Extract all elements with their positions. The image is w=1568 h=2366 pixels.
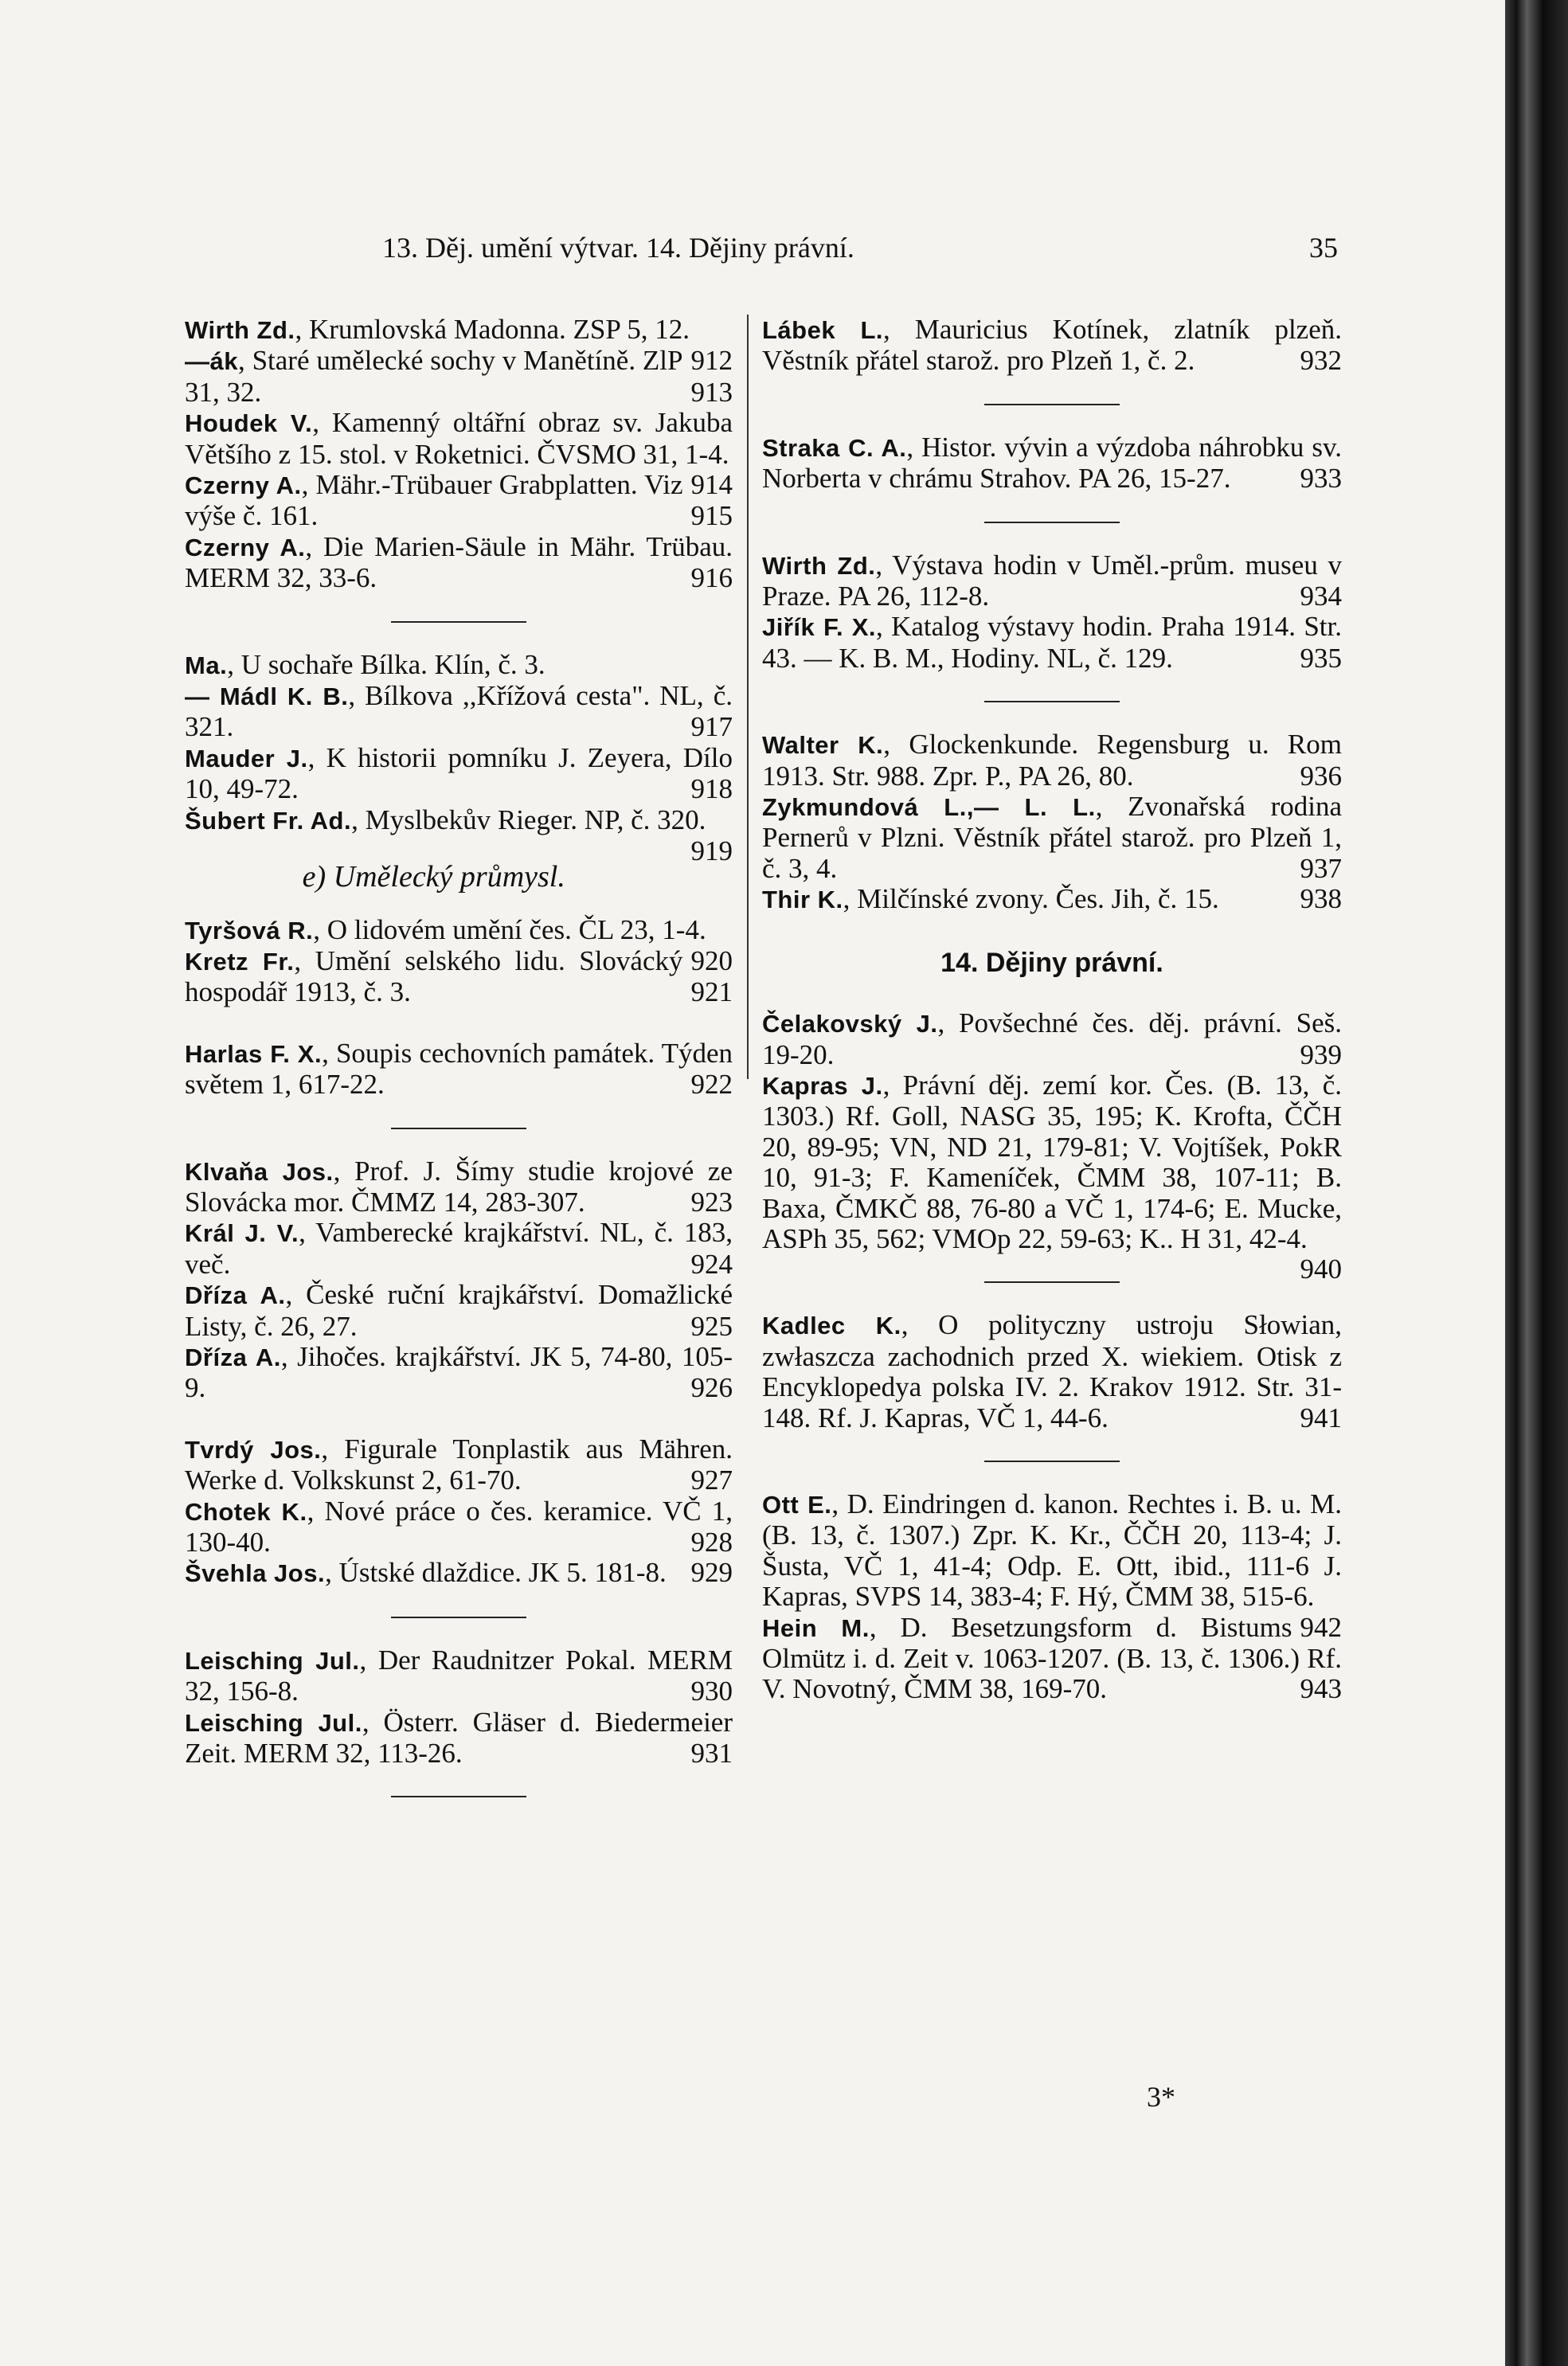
entry-number: 936 [1300, 760, 1342, 792]
entry-text: , D. Eindringen d. kanon. Rechtes i. B. u. M. (B. 13, č. 1307.) Zpr. K. Kr., ČČH 20, 113-4; J. Šusta, VČ 1, 41-4; Odp. E. Ott, ibid., 111-6 J. Kapras, SVPS 14, 383-4; F. Hý, ČMM 38, 515-6. [762, 1488, 1342, 1613]
author-name: Straka C. A. [762, 433, 907, 462]
bibliography-entry [762, 1069, 1342, 1285]
entry-number: 923 [690, 1186, 733, 1218]
separator-rule [984, 701, 1120, 702]
bibliography-entry [762, 729, 1342, 792]
author-name: Kadlec K. [762, 1312, 901, 1340]
entry-number: 931 [690, 1738, 733, 1770]
separator-rule [391, 1796, 526, 1797]
bibliography-entry [185, 1342, 733, 1404]
bibliography-entry [185, 650, 733, 681]
entry-text: , Prof. J. Šímy studie krojové ze Slovácka mor. ČMMZ 14, 283-307. [185, 1155, 733, 1218]
entry-number: 916 [690, 562, 733, 594]
bibliography-entry [185, 1280, 733, 1342]
entry-number: 921 [690, 976, 733, 1008]
bibliography-entry [762, 1310, 1342, 1433]
entry-text: , Österr. Gläser d. Biedermeier Zeit. MERM 32, 113-26. [185, 1706, 733, 1770]
bibliography-entry [185, 681, 733, 743]
entry-number: 940 [1300, 1253, 1342, 1285]
author-name: Wirth Zd. [185, 316, 295, 344]
author-name: —ák [185, 347, 238, 376]
entry-number: 919 [690, 835, 733, 867]
author-name: Lábek L. [762, 316, 884, 344]
left-column [185, 315, 733, 1824]
author-name: Walter K. [762, 731, 884, 760]
entry-text: , Nové práce o čes. keramice. VČ 1, 130-40. [185, 1495, 733, 1558]
entry-text: , D. Besetzungsform d. Bistums Olmütz i. d. Zeit v. 1063-1207. (B. 13, č. 1306.) Rf. V. Novotný, ČMM 38, 169-70. [762, 1611, 1342, 1705]
entry-text: , Výstava hodin v Uměl.-prům. museu v Praze. PA 26, 112-8. [762, 549, 1342, 612]
author-name: Thir K. [762, 886, 843, 914]
subsection-title: e) Umělecký průmysl. [302, 860, 565, 894]
bibliography-entry [185, 804, 733, 867]
entry-text: , Ústské dlaždice. JK 5. 181-8. [325, 1557, 667, 1589]
entry-number: 932 [1300, 345, 1342, 377]
bibliography-entry [762, 1613, 1342, 1705]
entry-text: , Katalog výstavy hodin. Praha 1914. Str. 43. — K. B. M., Hodiny. NL, č. 129. [762, 611, 1342, 674]
entry-text: , Figurale Tonplastik aus Mähren. Werke d. Volkskunst 2, 61-70. [185, 1433, 733, 1496]
author-name: Kretz Fr. [185, 947, 295, 976]
entry-text: , K historii pomníku J. Zeyera, Dílo 10, 49-72. [185, 741, 733, 805]
bibliography-entry [185, 1156, 733, 1218]
entry-number: 929 [690, 1557, 733, 1589]
entry-number: 938 [1300, 883, 1342, 915]
entry-number: 925 [690, 1310, 733, 1342]
author-name: — Mádl K. B. [185, 682, 349, 711]
entry-number: 912 [690, 345, 733, 377]
author-name: Kapras J. [762, 1071, 883, 1100]
column-divider [747, 315, 749, 1079]
entry-text: , Právní děj. zemí kor. Čes. (B. 13, č. 1303.) Rf. Goll, NASG 35, 195; K. Krofta, ČČH 20, 89-95; VN, ND 21, 179-81; V. Vojtíšek, PokR 10, 91-3; F. Kameníček, ČMM 38, 107-11; B. Baxa, ČMKČ 88, 76-80 a VČ 1, 174-6; E. Mucke, ASPh 35, 562; VMOp 22, 59-63; K.. H 31, 42-4. [762, 1069, 1342, 1254]
entry-text: , Glockenkunde. Regensburg u. Rom 1913. Str. 988. Zpr. P., PA 26, 80. [762, 729, 1342, 792]
entry-number: 918 [690, 773, 733, 805]
bibliography-entry [185, 1218, 733, 1280]
separator-rule [391, 1617, 526, 1618]
entry-text: , O lidovém umění čes. ČL 23, 1-4. [313, 913, 706, 945]
entry-number: 917 [690, 711, 733, 743]
bibliography-entry [185, 946, 733, 1008]
author-name: Czerny A. [185, 471, 302, 500]
author-name: Chotek K. [185, 1497, 307, 1526]
right-column [762, 315, 1342, 1705]
entry-number: 924 [690, 1248, 733, 1280]
entry-number: 942 [1300, 1611, 1342, 1643]
entry-number: 927 [690, 1465, 733, 1496]
entry-number: 934 [1300, 581, 1342, 612]
bibliography-entry [185, 532, 733, 594]
author-name: Čelakovský J. [762, 1010, 938, 1038]
entry-text: , Jihočes. krajkářství. JK 5, 74-80, 105-9. [185, 1340, 733, 1404]
page-edge-shadow [1505, 0, 1568, 2366]
entry-text: , Zvonařská rodina Pernerů v Plzni. Věstník přátel starož. pro Plzeň 1, č. 3, 4. [762, 791, 1342, 884]
bibliography-entry [762, 432, 1342, 495]
bibliography-entry [185, 346, 733, 408]
author-name: Klvaňa Jos. [185, 1157, 334, 1186]
separator-rule [391, 1128, 526, 1129]
author-name: Tyršová R. [185, 916, 314, 944]
author-name: Ma. [185, 651, 228, 679]
entry-number: 941 [1300, 1402, 1342, 1433]
spacer [185, 1008, 733, 1038]
author-name: Ott E. [762, 1490, 832, 1519]
entry-number: 930 [690, 1676, 733, 1707]
bibliography-entry [762, 792, 1342, 884]
entry-text: , Kamenný oltářní obraz sv. Jakuba Většího z 15. stol. v Roketnici. ČVSMO 31, 1-4. [185, 407, 733, 470]
author-name: Švehla Jos. [185, 1559, 326, 1588]
author-name: Leisching Jul. [185, 1708, 362, 1737]
author-name: Leisching Jul. [185, 1646, 360, 1675]
entry-text: , U sochaře Bílka. Klín, č. 3. [227, 648, 545, 680]
entry-number: 935 [1300, 642, 1342, 674]
author-name: Czerny A. [185, 533, 306, 561]
entry-number: 914 [690, 469, 733, 501]
entry-text: , O polityczny ustroju Słowian, zwłaszcza zachodnich przed X. wiekiem. Otisk z Encyklopedya polska IV. 2. Krakov 1912. Str. 31-148. Rf. J. Kapras, VČ 1, 44-6. [762, 1309, 1343, 1433]
separator-rule [391, 621, 526, 623]
author-name: Zykmundová L.,— L. L. [762, 793, 1096, 822]
entry-text: , Soupis cechovních památek. Týden světem 1, 617-22. [185, 1037, 733, 1101]
bibliography-entry [185, 1038, 733, 1101]
entry-text: , Povšechné čes. děj. právní. Seš. 19-20. [762, 1007, 1342, 1070]
entry-text: , Milčínské zvony. Čes. Jih, č. 15. [843, 883, 1219, 915]
separator-rule [984, 522, 1120, 523]
entry-number: 943 [1300, 1673, 1342, 1705]
bibliography-entry [185, 1496, 733, 1558]
author-name: Dříza A. [185, 1343, 281, 1371]
author-name: Wirth Zd. [762, 551, 876, 580]
bibliography-entry [762, 315, 1342, 377]
page-number: 35 [1309, 232, 1338, 264]
entry-text: , Die Marien-Säule in Mähr. Trübau. MERM 32, 33-6. [185, 530, 733, 594]
spacer [185, 1404, 733, 1434]
separator-rule [984, 404, 1120, 405]
entry-number: 922 [690, 1069, 733, 1101]
header-title: 13. Děj. umění výtvar. 14. Dějiny právní. [382, 232, 854, 264]
signature-mark: 3* [1147, 2081, 1175, 2113]
entry-number: 920 [690, 944, 733, 976]
entry-text: , Myslbekův Rieger. NP, č. 320. [351, 804, 706, 835]
author-name: Hein M. [762, 1613, 870, 1642]
entry-text: , Staré umělecké sochy v Manětíně. ZlP 31, 32. [185, 345, 683, 408]
bibliography-entry [185, 1707, 733, 1770]
entry-text: , Mähr.-Trübauer Grabplatten. Viz výše č. 161. [185, 469, 683, 532]
section-heading: 14. Dějiny právní. [940, 947, 1163, 978]
entry-text: , Krumlovská Madonna. ZSP 5, 12. [295, 314, 690, 345]
entry-number: 913 [690, 376, 733, 408]
bibliography-entry [762, 612, 1342, 674]
bibliography-entry [185, 470, 733, 532]
author-name: Jiřík F. X. [762, 613, 877, 642]
entry-number: 928 [690, 1527, 733, 1558]
entry-text: , Mauricius Kotínek, zlatník plzeň. Věstník přátel starož. pro Plzeň 1, č. 2. [762, 314, 1342, 377]
bibliography-entry [762, 1008, 1342, 1070]
author-name: Šubert Fr. Ad. [185, 806, 352, 835]
entry-number: 933 [1300, 463, 1342, 495]
entry-text: , České ruční krajkářství. Domažlické Listy, č. 26, 27. [185, 1279, 733, 1342]
entry-text: , Umění selského lidu. Slovácký hospodář 1913, č. 3. [185, 944, 683, 1008]
bibliography-entry [762, 884, 1342, 915]
author-name: Tvrdý Jos. [185, 1435, 322, 1464]
author-name: Mauder J. [185, 744, 308, 772]
entry-number: 915 [690, 500, 733, 532]
author-name: Harlas F. X. [185, 1039, 323, 1068]
author-name: Houdek V. [185, 409, 313, 438]
entry-number: 926 [690, 1372, 733, 1404]
bibliography-entry [762, 550, 1342, 612]
bibliography-entry [185, 1558, 733, 1589]
entry-number: 937 [1300, 852, 1342, 884]
separator-rule [984, 1281, 1120, 1283]
running-header [382, 231, 1338, 279]
bibliography-entry [185, 1645, 733, 1707]
entry-text: , Vamberecké krajkářství. NL, č. 183, več. [185, 1217, 733, 1280]
entry-number: 939 [1300, 1038, 1342, 1070]
author-name: Dříza A. [185, 1281, 286, 1310]
bibliography-entry [185, 1434, 733, 1496]
entry-text: , Histor. vývin a výzdoba náhrobku sv. Norberta v chrámu Strahov. PA 26, 15-27. [762, 431, 1342, 495]
bibliography-entry [185, 743, 733, 805]
author-name: Král J. V. [185, 1219, 299, 1248]
separator-rule [984, 1461, 1120, 1462]
entry-text: , Bílkova ,,Křížová cesta". NL, č. 321. [185, 680, 733, 743]
entry-text: , Der Raudnitzer Pokal. MERM 32, 156-8. [185, 1644, 733, 1707]
